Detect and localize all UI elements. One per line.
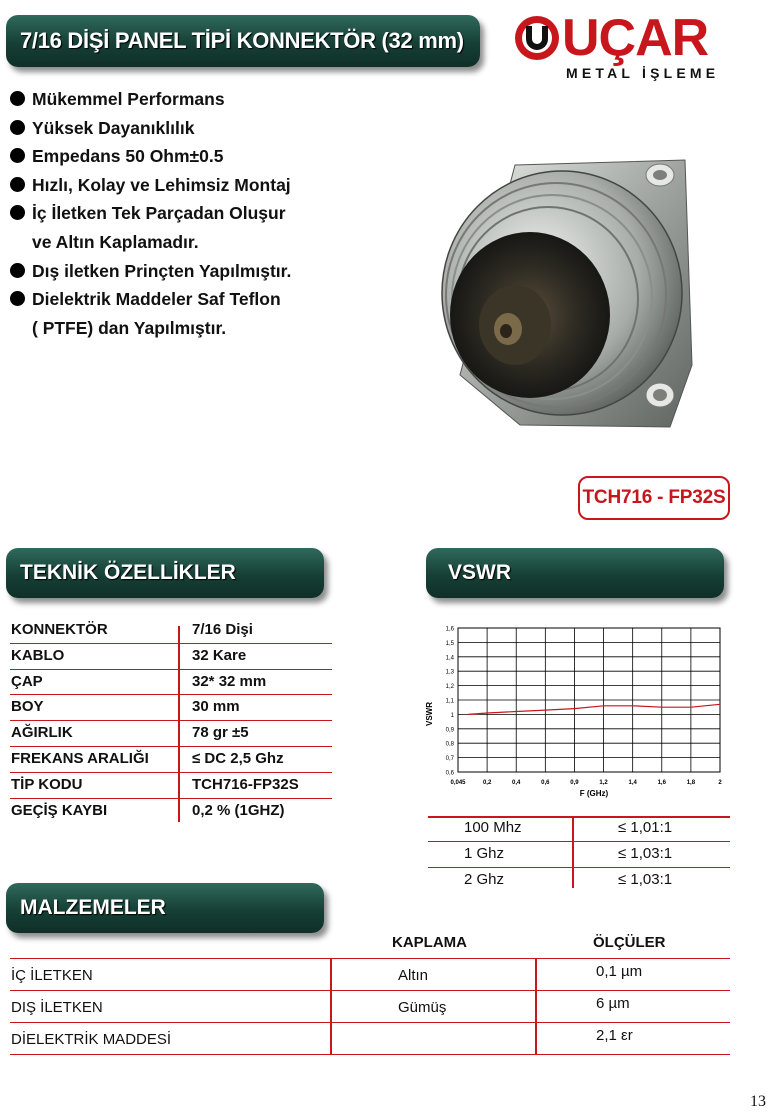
logo-wordmark: UÇAR [562,9,709,67]
materials-row [10,1023,730,1055]
y-tick-label: 1,1 [445,698,454,705]
bullet-icon [10,291,25,306]
title-banner [6,15,480,67]
feature-text: Dış iletken Prinçten Yapılmıştır. [32,260,292,281]
material-plating: Gümüş [398,999,447,1016]
material-dimension: 2,1 εr [596,1027,633,1044]
y-tick-label: 0,8 [445,741,454,748]
y-tick-label: 1,5 [445,640,454,647]
spec-row [10,799,332,825]
spec-value: 30 mm [192,698,240,716]
material-name: DİELEKTRİK MADDESİ [11,1031,172,1048]
spec-section-title: TEKNİK ÖZELLİKLER [20,561,236,584]
vswr-section-title: VSWR [448,561,511,584]
page-title: 7/16 DİŞİ PANEL TİPİ KONNEKTÖR (32 mm) [20,28,464,53]
vswr-row [428,868,730,894]
y-tick-label: 1 [450,712,454,719]
x-tick-label: 1,6 [657,780,666,786]
spec-row [10,747,332,773]
y-tick-label: 1,3 [445,669,454,676]
spec-key: FREKANS ARALIĞI [11,749,149,767]
feature-text: ( PTFE) dan Yapılmıştır. [32,317,227,338]
vswr-section-banner [426,548,724,598]
y-axis-label: VSWR [425,702,434,726]
vswr-ratio: ≤ 1,03:1 [618,845,673,862]
feature-item [10,85,370,114]
spec-key: KONNEKTÖR [11,621,108,638]
materials-row [10,959,730,991]
x-tick-label: 1,4 [628,780,637,786]
y-tick-label: 1,6 [445,626,454,633]
spec-table [10,618,332,824]
feature-item [10,142,370,171]
feature-item [10,257,370,286]
page-number: 13 [750,1093,766,1110]
vswr-chart [420,620,730,810]
materials-divider [535,958,537,1055]
spec-key: ÇAP [11,672,43,690]
x-tick-label: 0,045 [450,780,466,786]
material-name: DIŞ İLETKEN [11,999,103,1016]
spec-value: 32* 32 mm [192,672,267,690]
spec-row [10,721,332,747]
feature-item [10,314,370,343]
spec-key: KABLO [11,646,65,664]
materials-table [10,958,730,1055]
spec-value: 7/16 Dişi [192,621,253,638]
vswr-chart-svg [420,620,730,810]
feature-text: Empedans 50 Ohm±0.5 [32,146,224,167]
material-dimension: 6 µm [596,995,630,1012]
bullet-icon [10,177,25,192]
materials-divider [330,958,332,1055]
feature-item [10,228,370,257]
material-name: İÇ İLETKEN [11,967,93,984]
bullet-icon [10,263,25,278]
spec-value: 78 gr ±5 [192,724,249,742]
x-tick-label: 2 [718,780,722,786]
vswr-ratio: ≤ 1,01:1 [618,819,673,836]
vswr-frequency: 1 Ghz [464,845,505,862]
feature-item [10,171,370,200]
company-logo [512,10,727,85]
x-tick-label: 0,9 [570,780,579,786]
part-code-badge: TCH716 - FP32S [578,476,730,520]
vswr-series-line [468,704,720,714]
spec-key: GEÇİŞ KAYBI [11,801,108,819]
spec-value: TCH716-FP32S [192,775,299,793]
y-tick-label: 1,4 [445,655,454,662]
vswr-table-divider [572,816,574,888]
feature-text: İç İletken Tek Parçadan Oluşur [32,203,286,224]
vswr-row [428,816,730,842]
vswr-ratio: ≤ 1,03:1 [618,871,673,888]
materials-col-dims: ÖLÇÜLER [593,934,666,951]
spec-value: 32 Kare [192,646,247,664]
spec-key: BOY [11,698,44,716]
vswr-frequency: 2 Ghz [464,871,505,888]
material-plating: Altın [398,967,429,984]
spec-value: 0,2 % (1GHZ) [192,801,285,819]
vswr-table-top-rule [428,816,730,818]
product-photo [420,145,710,435]
x-tick-label: 0,2 [482,780,492,786]
feature-text: Hızlı, Kolay ve Lehimsiz Montaj [32,174,291,195]
logo-tagline: METAL İŞLEME [566,65,720,81]
bullet-icon [10,148,25,163]
x-tick-label: 1,8 [686,780,696,786]
feature-list [10,85,370,342]
y-tick-label: 0,9 [445,727,454,734]
feature-text: Dielektrik Maddeler Saf Teflon [32,289,281,310]
feature-text: ve Altın Kaplamadır. [32,231,199,252]
spec-row [10,695,332,721]
x-axis-label: F (GHz) [579,789,609,798]
material-dimension: 0,1 µm [596,963,643,980]
materials-col-plating: KAPLAMA [392,934,467,951]
bullet-icon [10,91,25,106]
spec-section-banner [6,548,324,598]
spec-key: AĞIRLIK [11,724,73,742]
feature-item [10,114,370,143]
spec-value: ≤ DC 2,5 Ghz [192,749,284,767]
vswr-table [428,816,730,894]
spec-row [10,618,332,644]
bullet-icon [10,120,25,135]
feature-item [10,199,370,228]
spec-row [10,670,332,696]
y-tick-label: 0,6 [445,770,454,777]
spec-table-divider [178,626,180,822]
feature-text: Yüksek Dayanıklılık [32,117,195,138]
x-tick-label: 0,6 [541,780,550,786]
x-tick-label: 1,2 [599,780,608,786]
materials-section-title: MALZEMELER [20,896,166,919]
x-tick-label: 0,4 [512,780,521,786]
spec-row [10,644,332,670]
ucar-logo-mark-icon [515,16,559,60]
y-tick-label: 0,7 [445,756,454,763]
spec-key: TİP KODU [11,775,83,793]
y-tick-label: 1,2 [445,684,454,691]
vswr-frequency: 100 Mhz [464,819,522,836]
bullet-icon [10,205,25,220]
feature-text: Mükemmel Performans [32,89,225,109]
vswr-row [428,842,730,868]
materials-row [10,991,730,1023]
feature-item [10,285,370,314]
spec-row [10,773,332,799]
materials-section-banner [6,883,324,933]
